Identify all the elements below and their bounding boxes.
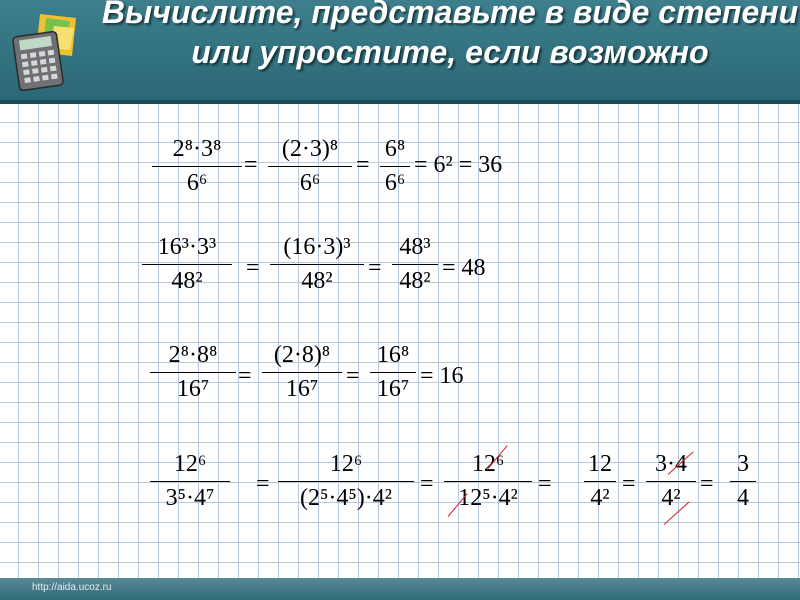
r3-f2-denominator: 16⁷ bbox=[285, 376, 319, 402]
header-bar bbox=[0, 0, 800, 100]
r3-fraction-1 bbox=[150, 341, 236, 403]
r4-f6-numerator: 3 bbox=[737, 451, 749, 477]
r2-f3-denominator: 48² bbox=[399, 268, 431, 294]
r1-f3-denominator: 6⁶ bbox=[384, 170, 406, 196]
r4-eq-2: = bbox=[420, 471, 434, 497]
r4-f5-denominator: 4² bbox=[661, 485, 681, 511]
r2-f1-denominator: 48² bbox=[171, 268, 203, 294]
r3-fraction-3 bbox=[370, 341, 416, 403]
r4-fraction-1 bbox=[150, 450, 230, 512]
r4-f1-denominator: 3⁵·4⁷ bbox=[165, 485, 215, 511]
r1-fraction-2 bbox=[268, 135, 352, 197]
r4-eq-1: = bbox=[256, 471, 270, 497]
r3-fraction-2 bbox=[262, 341, 342, 403]
r4-fraction-4 bbox=[584, 450, 616, 512]
r2-f3-numerator: 48³ bbox=[399, 234, 431, 260]
r3-eq-2: = bbox=[346, 363, 360, 389]
r4-fraction-2 bbox=[278, 450, 414, 512]
r4-eq-3: = bbox=[538, 471, 552, 497]
r2-f2-numerator: (16·3)³ bbox=[283, 234, 351, 260]
r2-result: = 48 bbox=[442, 255, 486, 281]
r4-f3-denominator: 12⁵·4² bbox=[458, 485, 518, 511]
r2-fraction-2 bbox=[270, 233, 364, 295]
r3-f3-denominator: 16⁷ bbox=[376, 376, 410, 402]
r2-f2-denominator: 48² bbox=[301, 268, 333, 294]
r3-eq-1: = bbox=[238, 363, 252, 389]
r1-f1-numerator: 2⁸·3⁸ bbox=[172, 136, 222, 162]
r4-f2-denominator: (2⁵·4⁵)·4² bbox=[300, 485, 392, 511]
r1-f3-numerator: 6⁸ bbox=[384, 136, 406, 162]
header-divider bbox=[0, 100, 800, 104]
r1-eq-2: = bbox=[356, 152, 370, 178]
r2-fraction-1 bbox=[142, 233, 232, 295]
r1-f1-denominator: 6⁶ bbox=[186, 170, 208, 196]
r4-f3-numerator: 12⁶ bbox=[471, 451, 505, 477]
r4-f6-denominator: 4 bbox=[737, 485, 749, 511]
r1-fraction-1 bbox=[152, 135, 242, 197]
r4-eq-4: = bbox=[622, 471, 636, 497]
r3-f3-numerator: 16⁸ bbox=[376, 342, 410, 368]
r4-fraction-6 bbox=[730, 450, 756, 512]
r4-eq-5: = bbox=[700, 471, 714, 497]
r4-f5-numerator: 3·4 bbox=[655, 451, 687, 477]
r2-eq-1: = bbox=[246, 255, 260, 281]
r2-fraction-3 bbox=[392, 233, 438, 295]
footer-bar bbox=[0, 578, 800, 600]
r1-fraction-3 bbox=[380, 135, 410, 197]
r4-f1-numerator: 12⁶ bbox=[173, 451, 207, 477]
r2-f1-numerator: 16³·3³ bbox=[157, 234, 217, 260]
calculator-icon bbox=[10, 12, 80, 92]
r3-f1-numerator: 2⁸·8⁸ bbox=[168, 342, 218, 368]
r3-result: = 16 bbox=[420, 363, 464, 389]
r3-f2-numerator: (2·8)⁸ bbox=[273, 342, 331, 368]
footer-url: http://aida.ucoz.ru bbox=[32, 582, 112, 593]
r1-result: = 6² = 36 bbox=[414, 152, 503, 178]
r2-eq-2: = bbox=[368, 255, 382, 281]
r1-f2-numerator: (2·3)⁸ bbox=[281, 136, 339, 162]
r1-f2-denominator: 6⁶ bbox=[299, 170, 321, 196]
r4-f4-numerator: 12 bbox=[588, 451, 612, 477]
r4-f2-numerator: 12⁶ bbox=[329, 451, 363, 477]
r3-f1-denominator: 16⁷ bbox=[176, 376, 210, 402]
r4-f4-denominator: 4² bbox=[590, 485, 610, 511]
r1-eq-1: = bbox=[244, 152, 258, 178]
slide-title: Вычислите, представьте в виде степени или упростите, если возможно bbox=[101, 0, 799, 70]
